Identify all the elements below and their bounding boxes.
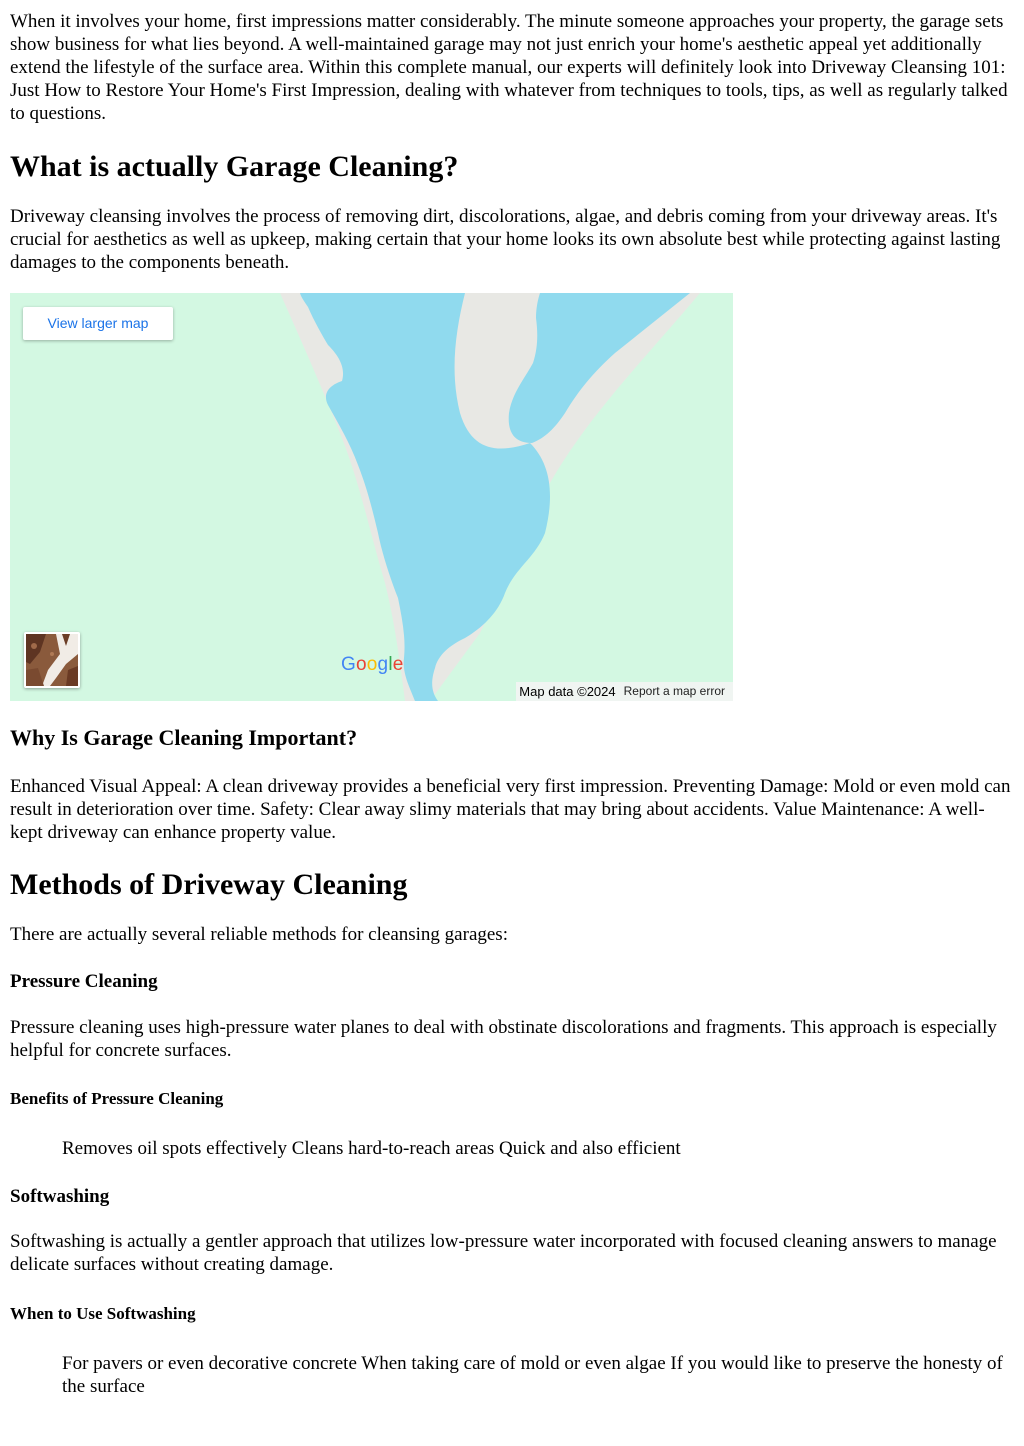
google-logo-letter: o	[366, 654, 378, 675]
google-logo-letter: g	[377, 654, 389, 675]
section-paragraph-methods: There are actually several reliable methods for cleansing garages:	[10, 924, 508, 945]
map-data-attribution: Map data ©2024	[519, 684, 616, 699]
section-heading-pressure-cleaning: Pressure Cleaning	[10, 971, 158, 992]
google-logo-letter: l	[388, 654, 393, 675]
intro-paragraph: When it involves your home, first impressions matter considerably. The minute someone approaches your property, the garage sets show business for what lies beyond. A well-maintained garage may not just enrich your home's aesthetic appeal yet additionally extend the lifestyle of the surface area. Within this complete manual, our experts will definitely look into Driveway Cleansing 101: Just How to Restore Your Home's First Impression, dealing with whatever from techniques to tools, tips, as well as regularly talked to questions.	[10, 11, 1008, 124]
section-heading-when-softwashing: When to Use Softwashing	[10, 1304, 196, 1323]
list-pressure-benefits: Removes oil spots effectively Cleans hard-to-reach areas Quick and also efficient	[62, 1138, 681, 1159]
section-paragraph-pressure-cleaning: Pressure cleaning uses high-pressure water planes to deal with obstinate discolorations and fragments. This approach is especially helpful for concrete surfaces.	[10, 1017, 997, 1061]
google-logo-letter: o	[355, 654, 367, 675]
map-terrain	[10, 293, 733, 701]
google-logo	[341, 653, 404, 677]
section-paragraph-why-important: Enhanced Visual Appeal: A clean driveway provides a beneficial very first impression. Preventing Damage: Mold or even mold can result in deterioration over time. Safety: Clear away slimy materials that may bring about accidents. Value Maintenance: A well-kept driveway can enhance property value.	[10, 776, 1011, 843]
section-heading-softwashing: Softwashing	[10, 1186, 110, 1207]
section-heading-pressure-benefits: Benefits of Pressure Cleaning	[10, 1089, 224, 1108]
google-logo-letter: G	[341, 654, 356, 675]
satellite-toggle-thumbnail[interactable]	[24, 632, 80, 688]
section-heading-methods: Methods of Driveway Cleaning	[10, 868, 408, 901]
map-attribution-bar	[516, 682, 733, 701]
section-heading-why-important: Why Is Garage Cleaning Important?	[10, 725, 358, 750]
section-heading-what-is: What is actually Garage Cleaning?	[10, 150, 459, 183]
embedded-map[interactable]	[10, 293, 733, 701]
satellite-thumbnail-image	[26, 634, 78, 686]
google-logo-letter: e	[392, 654, 404, 675]
section-paragraph-softwashing: Softwashing is actually a gentler approach that utilizes low-pressure water incorporated with focused cleaning answers to manage delicate surfaces without creating damage.	[10, 1231, 997, 1275]
section-paragraph-what-is: Driveway cleansing involves the process of removing dirt, discolorations, algae, and debris coming from your driveway areas. It's crucial for aesthetics as well as upkeep, making certain that your home looks its own absolute best while protecting against lasting damages to the components beneath.	[10, 206, 1001, 273]
view-larger-map-button[interactable]: View larger map	[23, 307, 173, 340]
list-when-softwashing: For pavers or even decorative concrete When taking care of mold or even algae If you would like to preserve the honesty of the surface	[62, 1353, 1003, 1397]
report-map-error-link[interactable]: Report a map error	[623, 684, 725, 698]
